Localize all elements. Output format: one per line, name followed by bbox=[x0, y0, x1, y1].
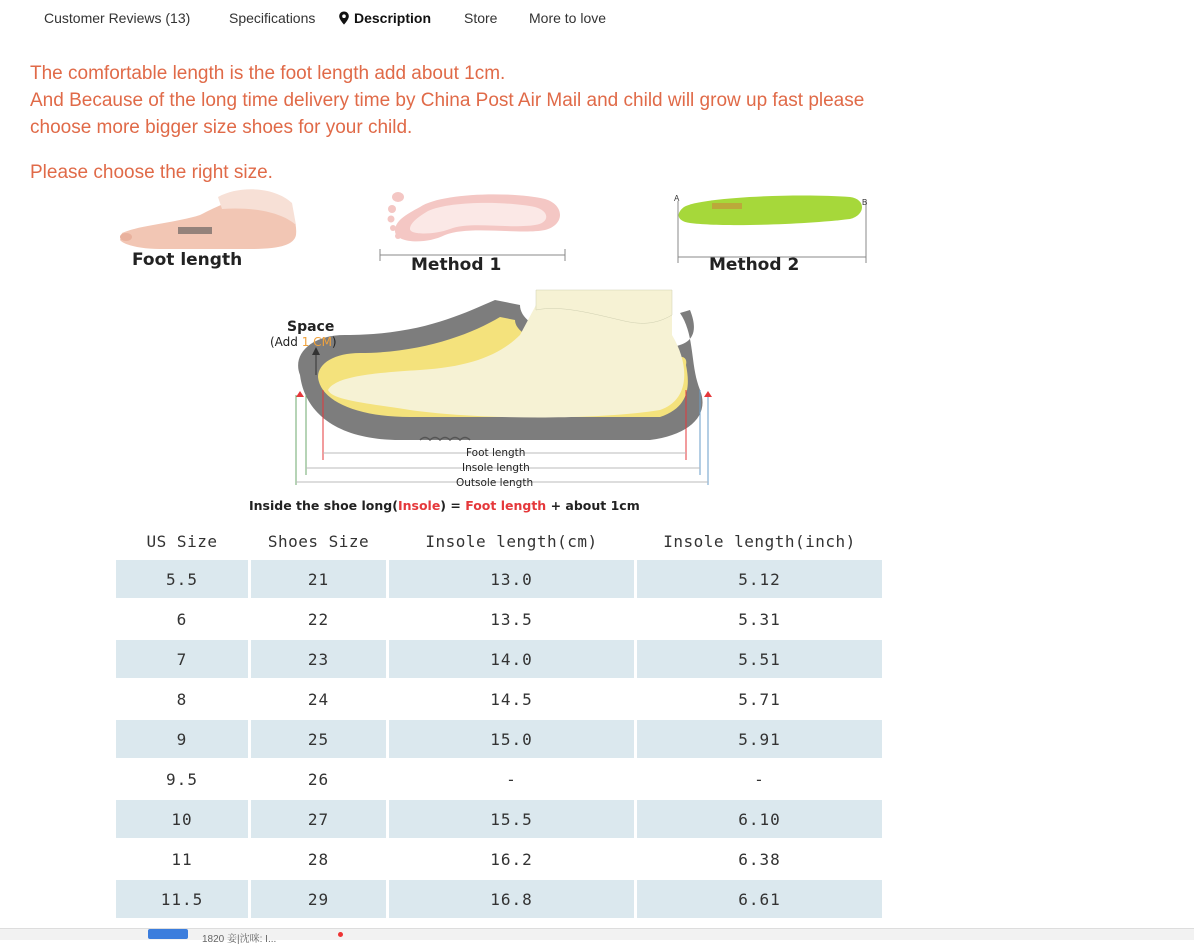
description-text-block bbox=[30, 60, 864, 141]
table-header-row bbox=[116, 524, 882, 558]
tab-customer-reviews[interactable]: Customer Reviews (13) bbox=[44, 10, 191, 26]
foot-side-photo bbox=[120, 189, 296, 249]
table-row bbox=[116, 840, 882, 878]
cell-insole-inch: 6.38 bbox=[738, 849, 781, 869]
cell-us-size: 7 bbox=[116, 640, 248, 678]
cell-shoes-size: 28 bbox=[307, 849, 330, 869]
tab-description-label: Description bbox=[354, 10, 432, 26]
cell-shoes-size: 23 bbox=[251, 640, 386, 678]
cell-shoes-size: 22 bbox=[307, 609, 330, 629]
description-line-2: And Because of the long time delivery time by China Post Air Mail and child will grow up fast please bbox=[30, 90, 865, 111]
tab-more-to-love[interactable]: More to love bbox=[529, 10, 607, 26]
space-sub-highlight: 1 CM bbox=[301, 335, 332, 349]
cell-shoes-size: 25 bbox=[251, 720, 386, 758]
description-tabs bbox=[0, 0, 1194, 38]
choose-size-text bbox=[30, 159, 273, 186]
table-row bbox=[116, 880, 882, 918]
formula-insole: Insole bbox=[397, 498, 441, 513]
cell-insole-inch: 6.10 bbox=[637, 800, 882, 838]
footprint-drawing bbox=[380, 192, 565, 261]
method-2-label: Method 2 bbox=[709, 255, 800, 275]
space-sub-prefix: (Add bbox=[270, 335, 302, 349]
insole-length-measure-label: Insole length bbox=[462, 462, 530, 474]
cell-us-size: 8 bbox=[176, 689, 188, 709]
description-line-1: The comfortable length is the foot length add about 1cm. bbox=[30, 63, 506, 84]
taskbar-item-text[interactable]: 1820 妾|沈咪: I... bbox=[202, 934, 277, 945]
cell-us-size: 9.5 bbox=[166, 769, 198, 789]
table-row bbox=[116, 640, 882, 678]
cell-us-size: 10 bbox=[116, 800, 248, 838]
cell-shoes-size: 27 bbox=[251, 800, 386, 838]
insole-formula bbox=[249, 498, 640, 513]
formula-prefix: Inside the shoe long( bbox=[249, 498, 398, 513]
size-chart-table bbox=[113, 522, 885, 920]
description-line-4: Please choose the right size. bbox=[30, 162, 273, 183]
foot-length-label: Foot length bbox=[132, 250, 243, 270]
table-row bbox=[116, 600, 882, 638]
table-row bbox=[116, 720, 882, 758]
cell-insole-inch: - bbox=[754, 769, 765, 789]
cell-insole-cm: - bbox=[506, 769, 517, 789]
size-guide-illustration bbox=[0, 185, 1194, 520]
tab-specifications[interactable]: Specifications bbox=[229, 10, 316, 26]
space-sub-label bbox=[270, 335, 337, 349]
notification-dot-icon bbox=[338, 932, 343, 937]
formula-mid: ) = bbox=[440, 498, 466, 513]
table-row bbox=[116, 560, 882, 598]
header-insole-cm: Insole length(cm) bbox=[425, 531, 598, 551]
cell-insole-cm: 14.0 bbox=[389, 640, 634, 678]
cell-us-size: 9 bbox=[116, 720, 248, 758]
bottom-taskbar-fragment bbox=[0, 928, 1194, 945]
outsole-length-measure-label: Outsole length bbox=[456, 477, 534, 489]
location-pin-icon bbox=[338, 11, 350, 25]
cell-shoes-size: 21 bbox=[251, 560, 386, 598]
formula-suffix: + about 1cm bbox=[546, 498, 640, 513]
cell-us-size: 11.5 bbox=[116, 880, 248, 918]
cell-insole-inch: 5.12 bbox=[637, 560, 882, 598]
header-us-size: US Size bbox=[146, 531, 218, 551]
cell-insole-inch: 5.31 bbox=[738, 609, 781, 629]
cell-insole-cm: 15.5 bbox=[389, 800, 634, 838]
cell-insole-inch: 6.61 bbox=[637, 880, 882, 918]
svg-text:A: A bbox=[674, 194, 680, 203]
tab-description[interactable] bbox=[338, 10, 431, 26]
size-guide-drawing bbox=[0, 185, 1194, 520]
space-sub-suffix: ) bbox=[331, 335, 337, 349]
taskbar-app-chip[interactable] bbox=[148, 929, 188, 939]
cell-insole-cm: 16.8 bbox=[389, 880, 634, 918]
cell-insole-cm: 13.0 bbox=[389, 560, 634, 598]
svg-text:B: B bbox=[862, 198, 868, 207]
tab-store[interactable]: Store bbox=[464, 10, 498, 26]
formula-foot: Foot length bbox=[465, 498, 547, 513]
space-label: Space bbox=[287, 319, 335, 335]
cell-us-size: 6 bbox=[176, 609, 188, 629]
foot-length-measure-label: Foot length bbox=[466, 447, 526, 459]
method-1-label: Method 1 bbox=[411, 255, 502, 275]
cell-insole-cm: 16.2 bbox=[490, 849, 533, 869]
header-shoes-size: Shoes Size bbox=[267, 531, 370, 551]
cell-shoes-size: 26 bbox=[307, 769, 330, 789]
table-row bbox=[116, 760, 882, 798]
cell-insole-inch: 5.51 bbox=[637, 640, 882, 678]
cell-us-size: 5.5 bbox=[116, 560, 248, 598]
insole-drawing bbox=[674, 194, 867, 263]
cell-insole-inch: 5.91 bbox=[637, 720, 882, 758]
header-insole-inch: Insole length(inch) bbox=[663, 531, 856, 551]
cell-shoes-size: 29 bbox=[251, 880, 386, 918]
description-line-3: choose more bigger size shoes for your child. bbox=[30, 117, 413, 138]
table-row bbox=[116, 800, 882, 838]
cell-shoes-size: 24 bbox=[307, 689, 330, 709]
cell-insole-cm: 14.5 bbox=[490, 689, 533, 709]
cell-insole-inch: 5.71 bbox=[738, 689, 781, 709]
cell-insole-cm: 13.5 bbox=[490, 609, 533, 629]
table-row bbox=[116, 680, 882, 718]
cell-insole-cm: 15.0 bbox=[389, 720, 634, 758]
cell-us-size: 11 bbox=[171, 849, 193, 869]
